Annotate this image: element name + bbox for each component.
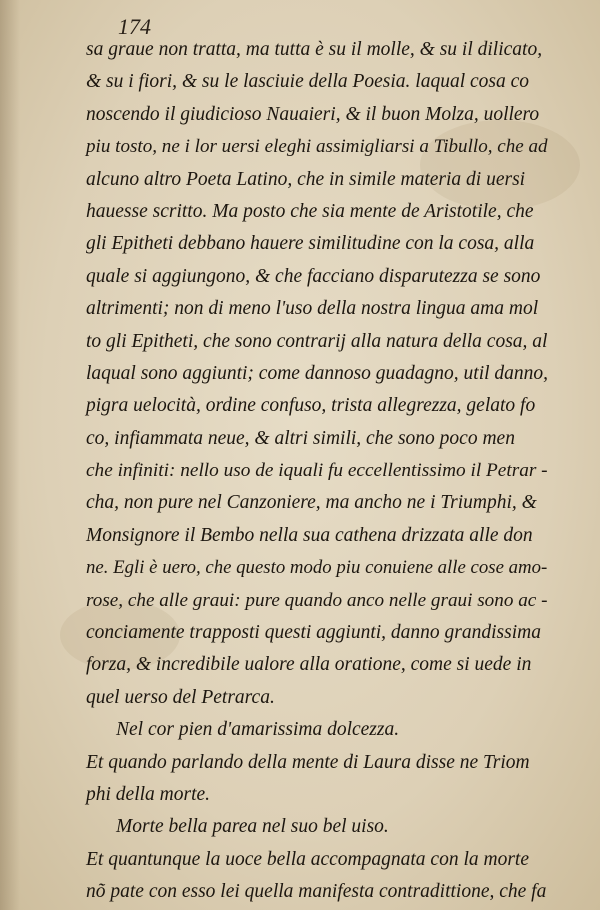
text-line: noscendo il giudicioso Nauaieri, & il buon Molza, uollero xyxy=(86,103,540,125)
text-line: Morte bella parea nel suo bel uiso. xyxy=(116,816,389,838)
text-line: gli Epitheti debbano hauere similitudine con la cosa, alla xyxy=(86,233,535,255)
text-line: nõ pate con esso lei quella manifesta contradittione, che fa xyxy=(86,881,547,903)
text-line: cha, non pure nel Canzoniere, ma ancho ne i Triumphi, & xyxy=(86,492,537,514)
text-line: sa graue non tratta, ma tutta è su il molle, & su il dilicato, xyxy=(86,39,543,60)
text-line: Et quando parlando della mente di Laura disse ne Triom xyxy=(86,751,530,773)
text-line: Et quantunque la uoce bella accompagnata con la morte xyxy=(86,848,529,870)
text-line: ne. Egli è uero, che questo modo piu conuiene alle cose amo- xyxy=(86,557,548,579)
text-line: laqual sono aggiunti; come dannoso guadagno, util danno, xyxy=(86,362,549,384)
text-line: Nel cor pien d'amarissima dolcezza. xyxy=(116,719,400,741)
text-line: to gli Epitheti, che sono contrarij alla natura della cosa, al xyxy=(86,330,548,352)
text-line: piu tosto, ne i lor uersi eleghi assimigliarsi a Tibullo, che ad xyxy=(86,136,548,158)
text-line: quale si aggiungono, & che facciano disparutezza se sono xyxy=(86,265,541,287)
text-line: Monsignore il Bembo nella sua cathena drizzata alle don xyxy=(86,524,533,546)
text-line: altrimenti; non di meno l'uso della nostra lingua ama mol xyxy=(86,298,539,320)
text-line: forza, & incredibile ualore alla oratione, come si uede in xyxy=(86,654,532,676)
text-line: co, infiammata neue, & altri simili, che sono poco men xyxy=(86,427,515,449)
body-text xyxy=(86,34,548,909)
page-number: 174 xyxy=(118,14,151,39)
text-line: alcuno altro Poeta Latino, che in simile materia di uersi xyxy=(86,168,526,190)
text-line: rose, che alle graui: pure quando anco nelle graui sono ac - xyxy=(86,589,548,611)
text-line: pigra uelocità, ordine confuso, trista allegrezza, gelato fo xyxy=(86,395,536,417)
text-line: quel uerso del Petrarca. xyxy=(86,686,275,708)
text-line: conciamente trapposti questi aggiunti, danno grandissima xyxy=(86,622,541,644)
binding-shadow xyxy=(0,0,20,910)
text-line: hauesse scritto. Ma posto che sia mente de Aristotile, che xyxy=(86,200,534,222)
text-line: & su i fiori, & su le lasciuie della Poesia. laqual cosa co xyxy=(86,71,530,93)
text-line: che infiniti: nello uso de iquali fu eccellentissimo il Petrar - xyxy=(86,460,548,482)
text-line: phi della morte. xyxy=(86,783,211,805)
